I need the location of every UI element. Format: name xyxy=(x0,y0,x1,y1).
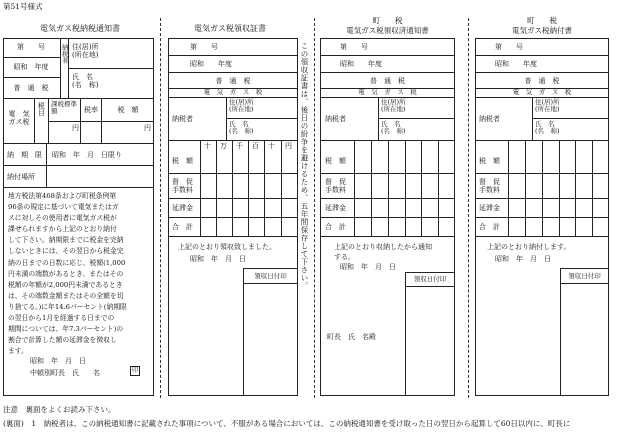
panel1-deadline-label: 納 期 限 xyxy=(7,151,42,159)
panel2-side-note: この領収証書は、後日の紛争を避けるため、五年間保存して下さい。 xyxy=(300,42,309,290)
panel2-title: 電気ガス税領収証書 xyxy=(194,24,266,33)
panel1-fiscal-year: 昭和 年度 xyxy=(13,63,49,71)
panel2-name-label: 氏 名 (名 称) xyxy=(229,120,254,136)
panel4-number-label: 第 号 xyxy=(495,43,523,51)
panel4-title-line1: 町 税 xyxy=(527,16,557,25)
panel4-ordinary-tax: 普 通 税 xyxy=(524,77,560,85)
panel3-address-label: 住(居)所 (所在地) xyxy=(381,98,406,114)
panel2-received: 上記のとおり領収致しました。 xyxy=(178,243,276,251)
perforation-2 xyxy=(314,18,315,398)
panel4-tax-amount-label: 税 額 xyxy=(479,157,500,165)
panel1-name-label: 氏 名 (名 称) xyxy=(72,73,99,90)
panel3-total: 合 計 xyxy=(325,223,346,231)
panel2-digit-0: 十 xyxy=(204,142,211,150)
panel1-mayor: 中頓別町長 氏 名 xyxy=(30,369,100,377)
panel2-total: 合 計 xyxy=(172,223,193,231)
panel3-ordinary-tax: 普 通 税 xyxy=(370,77,405,85)
panel4-total: 合 計 xyxy=(479,223,500,231)
panel1-seal: 印 xyxy=(131,367,138,374)
panel3-late-fee: 延滞金 xyxy=(325,204,346,212)
panel3-stamp-label: 領収日付印 xyxy=(413,275,447,283)
panel4-stamp-box xyxy=(560,268,609,396)
panel2-stamp-box xyxy=(243,268,298,396)
panel3-addressee: 町長 氏 名殿 xyxy=(327,333,376,341)
panel1-title: 電気ガス税納税通知書 xyxy=(40,24,120,33)
panel1-yen-1: 円 xyxy=(72,124,79,132)
panel2-stamp-label: 領収日付印 xyxy=(254,272,287,280)
panel1-payment-place-label: 納付場所 xyxy=(7,173,35,181)
panel2-number-label: 第 号 xyxy=(190,43,218,51)
panel4-date: 昭和 年 月 日 xyxy=(495,255,551,263)
panel2-digit-4: 十 xyxy=(268,142,275,150)
panel3-received: 上記のとおり収納したから通知 する。 xyxy=(334,243,432,262)
panel3-number-label: 第 号 xyxy=(340,43,368,51)
panel3-taxpayer-label: 納税者 xyxy=(325,115,346,123)
panel1-notice-text: 地方税法第468条および町税条例第 96条の規定に基づいて電気またはガ スに対しその使用者に電気ガス税が 課せられますから上記のとおり納付 して下さい。納期限までに税金を完納 しないときには、その翌日から税金完 納の日までの日数に応じ、税額(1,000 円未満の端数があるとき、またはその 税額の年額が2,000円未満であるとき は、その端数金額またはその全額を切 り捨てる。)に年14.6パーセント(納期限 の翌日から1月を経過する日までの 期間については、年7.3パーセント)の 割合で計算した額の延滞金を徴収し ます。 xyxy=(8,192,127,356)
panel1-address-label: 住(居)所 (所在地) xyxy=(72,43,99,60)
panel4-stamp-label: 領収日付印 xyxy=(568,272,601,280)
panel3-title-line2: 電気ガス税領収済通知書 xyxy=(346,26,429,35)
panel2-address-label: 住(居)所 (所在地) xyxy=(229,98,254,114)
panel1-deadline-value: 昭和 年 月 日限り xyxy=(52,151,122,159)
panel3-name-label: 氏 名 (名 称) xyxy=(381,120,406,136)
panel1-tax-rate-label: 税率 xyxy=(84,106,98,114)
panel2-fiscal-year: 昭和 年度 xyxy=(190,60,232,68)
panel1-tax-kind: 電 気 ガス税 xyxy=(8,110,30,127)
panel4-taxpayer-label: 納税者 xyxy=(479,115,500,123)
panel4-received: 上記のとおり納付します。 xyxy=(487,243,571,251)
panel2-digit-3: 百 xyxy=(252,142,259,150)
panel2-date: 昭和 年 月 日 xyxy=(190,255,246,263)
panel1-tax-kind-vertical: 税目 xyxy=(37,102,46,116)
panel3-fiscal-year: 昭和 年度 xyxy=(340,60,382,68)
panel1-taxpayer-label: 納税者 xyxy=(60,44,69,64)
perforation-1 xyxy=(160,18,161,398)
panel4-address-label: 住(居)所 (所在地) xyxy=(535,98,560,114)
panel2-digit-1: 万 xyxy=(220,142,227,150)
panel1-tax-amount-label: 税 額 xyxy=(117,106,139,114)
panel3-date: 昭和 年 月 日 xyxy=(340,263,396,271)
panel2-tax-amount-label: 税 額 xyxy=(172,157,193,165)
panel3-tax-type: 電 気 ガ ス 税 xyxy=(358,88,417,96)
panel4-tax-type: 電 気 ガ ス 税 xyxy=(512,88,572,96)
panel1-issue-date: 昭和 年 月 日 xyxy=(30,357,86,365)
panel2-dunning-fee: 督 促 手数料 xyxy=(172,178,193,195)
panel4-name-label: 氏 名 (名 称) xyxy=(535,120,560,136)
panel2-taxpayer-label: 納税者 xyxy=(172,115,193,123)
panel3-tax-amount-label: 税 額 xyxy=(325,157,346,165)
panel4-late-fee: 延滞金 xyxy=(479,204,500,212)
form-number: 第51号様式 xyxy=(3,2,43,11)
panel2-ordinary-tax: 普 通 税 xyxy=(215,77,251,85)
panel4-title-line2: 電気ガス税納付書 xyxy=(512,26,572,35)
panel2-tax-type: 電 気 ガ ス 税 xyxy=(203,88,263,96)
footer-back-note: (裏面) 1 納税者は、この納税通知書に記載された事項について、不服がある場合においては、この納税通知書を受け取った日の翌日から起算して60日以内に、町長に xyxy=(3,419,571,428)
footer-note: 注意 裏面をよくお読み下さい。 xyxy=(3,405,116,414)
panel3-title-line1: 町 税 xyxy=(372,16,403,25)
panel4-fiscal-year: 昭和 年度 xyxy=(495,60,537,68)
panel1-number-label: 第 号 xyxy=(17,43,45,51)
panel4-dunning-fee: 督 促 手数料 xyxy=(479,178,500,195)
panel3-stamp-box xyxy=(405,272,455,396)
perforation-3 xyxy=(468,18,469,398)
panel1-tax-base-label: 課税標準 額 xyxy=(51,100,84,116)
panel3-dunning-fee: 督 促 手数料 xyxy=(325,178,346,195)
panel1-ordinary-tax: 普 通 税 xyxy=(13,84,49,92)
panel2-late-fee: 延滞金 xyxy=(172,204,193,212)
panel2-digit-2: 千 xyxy=(236,142,243,150)
panel2-digit-5: 円 xyxy=(285,142,292,150)
panel1-yen-2: 円 xyxy=(144,124,151,132)
